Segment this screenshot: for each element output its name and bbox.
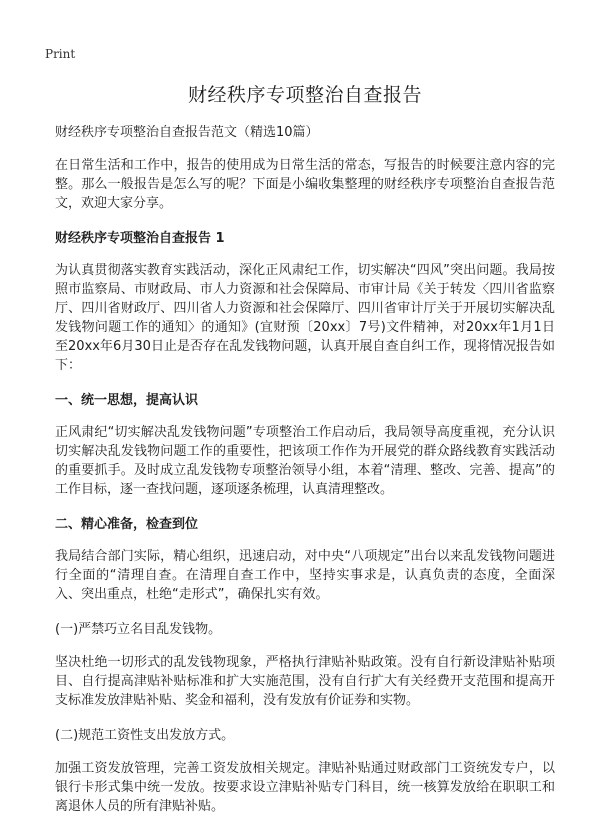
subsection-body-1: 坚决杜绝一切形式的乱发钱物现象，严格执行津贴补贴政策。没有自行新设津贴补贴项目、自行提高津贴补贴标准和扩大实施范围，没有自行扩大有关经费开支范围和提高开支标准发放津贴补贴、奖金和福利，没有发放有价证券和实物。 xyxy=(55,655,555,708)
print-link[interactable]: Print xyxy=(45,47,76,61)
report-heading: 财经秩序专项整治自查报告 1 xyxy=(55,231,225,246)
section-body-2: 我局结合部门实际，精心组织，迅速启动，对中央“八项规定”出台以来乱发钱物问题进行全面的“清理自查。在清理自查工作中，坚持实事求是，认真负责的态度，全面深入、突出重点，杜绝“走形式”，确保扎实有效。 xyxy=(55,549,555,602)
section-heading-1: 一、统一思想，提高认识 xyxy=(55,393,199,408)
document-body xyxy=(55,80,555,832)
section-body-1: 正风肃纪“切实解决乱发钱物问题”专项整治工作启动后，我局领导高度重视，充分认识切实解决乱发钱物问题工作的重要性，把该项工作作为开展党的群众路线教育实践活动的重要抓手。及时成立乱发钱物专项整治领导小组，本着“清理、整改、完善、提高”的工作目标，逐一查找问题，逐项逐条梳理，认真清理整改。 xyxy=(55,425,555,497)
document-subtitle: 财经秩序专项整治自查报告范文（精选10篇） xyxy=(55,125,319,140)
page-title: 财经秩序专项整治自查报告 xyxy=(187,84,422,106)
report-opening-paragraph: 为认真贯彻落实教育实践活动，深化正风肃纪工作，切实解决“四风”突出问题。我局按照市监察局、市财政局、市人力资源和社会保障局、市审计局《关于转发〈四川省监察厅、四川省财政厅、四川省人力资源和社会保障厅、四川省审计厅关于开展切实解决乱发钱物问题工作的通知〉的通知》(宜财预〔20xx〕7号)文件精神，对20xx年1月1日至20xx年6月30日止是否存在乱发钱物问题，认真开展自查自纠工作，现将情况报告如下： xyxy=(55,263,555,373)
subsection-heading-2: (二)规范工资性支出发放方式。 xyxy=(55,728,235,743)
subsection-heading-1: (一)严禁巧立名目乱发钱物。 xyxy=(55,622,222,637)
section-heading-2: 二、精心准备，检查到位 xyxy=(55,517,199,532)
intro-paragraph: 在日常生活和工作中，报告的使用成为日常生活的常态，写报告的时候要注意内容的完整。那么一般报告是怎么写的呢？下面是小编收集整理的财经秩序专项整治自查报告范文，欢迎大家分享。 xyxy=(55,158,555,211)
subsection-body-2: 加强工资发放管理，完善工资发放相关规定。津贴补贴通过财政部门工资统发专户，以银行卡形式集中统一发放。按要求设立津贴补贴专门科目，统一核算发放给在职职工和离退休人员的所有津贴补贴。 xyxy=(55,761,555,814)
